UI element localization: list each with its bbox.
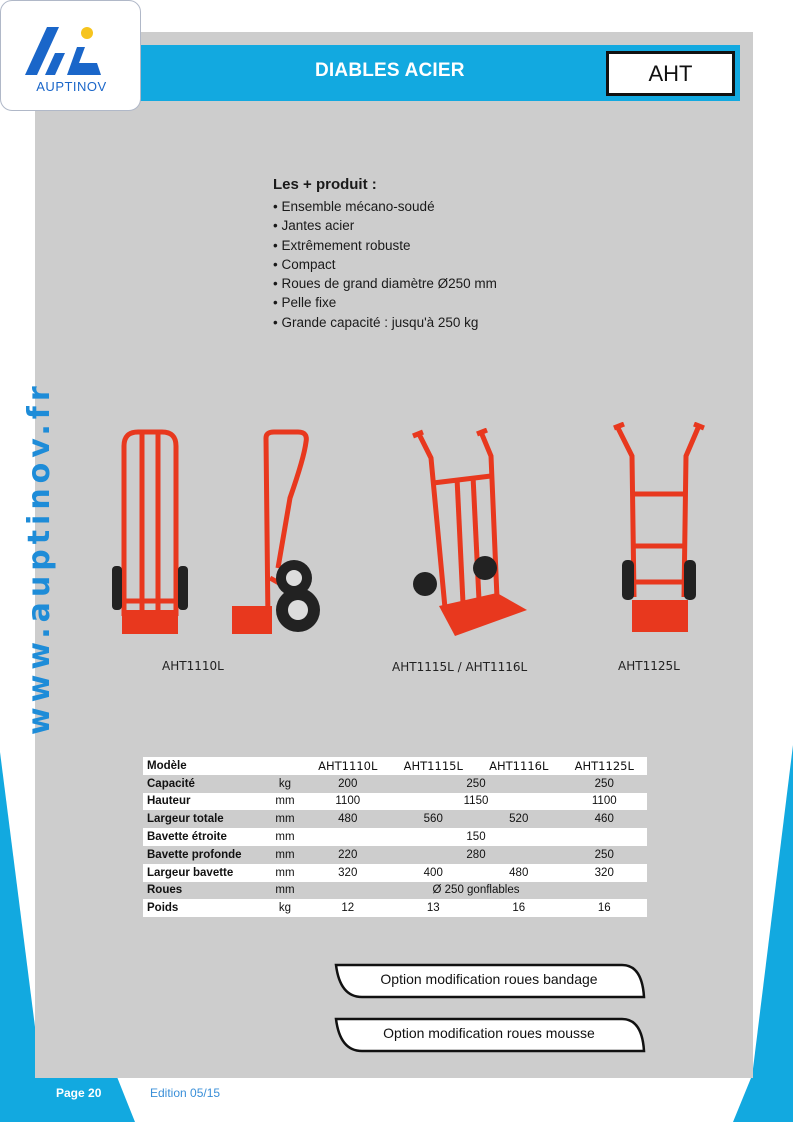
table-row (143, 793, 647, 811)
option-label: Option modification roues bandage (380, 971, 598, 987)
hand-truck-aht1115l-image (405, 428, 531, 642)
cell-value: 16 (597, 902, 611, 915)
logo-text: AUPTINOV (36, 79, 107, 94)
row-label: Bavette étroite (147, 831, 227, 844)
row-label: Largeur totale (147, 813, 224, 826)
cell-value: 220 (338, 848, 358, 861)
row-unit: kg (278, 777, 292, 790)
cell-value: 280 (466, 848, 486, 861)
feature-item: • Grande capacité : jusqu'à 250 kg (273, 313, 497, 332)
feature-item: • Pelle fixe (273, 293, 497, 312)
column-header: AHT1115L (403, 758, 463, 773)
features-title: Les + produit : (273, 176, 377, 193)
cell-value: 480 (338, 813, 358, 826)
row-unit: mm (275, 848, 295, 861)
option-mousse-badge (332, 1015, 646, 1053)
specifications-table (143, 757, 647, 917)
hand-truck-aht1110l-side-image (228, 428, 324, 638)
table-row (143, 775, 647, 793)
cell-value: 16 (512, 902, 526, 915)
page-number: Page 20 (56, 1086, 102, 1100)
cell-value: 560 (423, 813, 443, 826)
page-title: DIABLES ACIER (315, 60, 465, 81)
logo-mark-icon (21, 23, 121, 79)
table-row (143, 846, 647, 864)
cell-value: 320 (338, 866, 358, 879)
cell-value: 13 (426, 902, 440, 915)
features-block (273, 176, 497, 332)
row-unit: mm (275, 831, 295, 844)
row-unit: mm (275, 884, 295, 897)
row-label: Largeur bavette (147, 866, 234, 879)
logo (0, 0, 141, 111)
cell-value: 1100 (591, 795, 617, 808)
feature-item: • Compact (273, 255, 497, 274)
feature-item: • Extrêmement robuste (273, 236, 497, 255)
table-row (143, 899, 647, 917)
product-code-box: AHT (606, 51, 735, 96)
feature-item: • Jantes acier (273, 216, 497, 235)
cell-value: 250 (466, 777, 486, 790)
table-row (143, 828, 647, 846)
website-url[interactable]: www.auptinov.fr (22, 381, 57, 735)
option-label: Option modification roues mousse (383, 1025, 595, 1041)
row-label: Bavette profonde (147, 848, 242, 861)
column-header: AHT1116L (489, 758, 549, 773)
table-row (143, 864, 647, 882)
table-header-label: Modèle (147, 759, 187, 772)
cell-value: 12 (341, 902, 355, 915)
edition-label: Edition 05/15 (150, 1086, 221, 1100)
option-bandage-badge (332, 961, 646, 999)
right-blue-accent (751, 745, 793, 1085)
row-unit: mm (275, 866, 295, 879)
cell-value: 200 (338, 777, 358, 790)
product-label: AHT1115L / AHT1116L (392, 660, 528, 674)
row-label: Capacité (147, 777, 195, 790)
row-unit: mm (275, 795, 295, 808)
cell-value: 400 (423, 866, 443, 879)
row-unit: mm (275, 813, 295, 826)
column-header: AHT1110L (318, 758, 378, 773)
features-list (273, 197, 497, 332)
cell-value: Ø 250 gonflables (432, 884, 520, 897)
row-label: Roues (147, 884, 183, 897)
cell-value: 1150 (463, 795, 489, 808)
cell-value: 520 (509, 813, 529, 826)
table-row (143, 810, 647, 828)
row-label: Hauteur (147, 795, 191, 808)
table-row (143, 882, 647, 900)
cell-value: 250 (594, 848, 614, 861)
product-label: AHT1110L (162, 659, 224, 673)
row-unit: kg (278, 902, 292, 915)
table-header-row (143, 757, 647, 775)
feature-item: • Roues de grand diamètre Ø250 mm (273, 274, 497, 293)
cell-value: 150 (466, 831, 486, 844)
cell-value: 320 (594, 866, 614, 879)
product-label: AHT1125L (618, 659, 680, 673)
hand-truck-aht1125l-image (612, 422, 706, 636)
cell-value: 1100 (335, 795, 361, 808)
cell-value: 480 (509, 866, 529, 879)
column-header: AHT1125L (574, 758, 634, 773)
feature-item: • Ensemble mécano-soudé (273, 197, 497, 216)
cell-value: 460 (594, 813, 614, 826)
row-label: Poids (147, 902, 179, 915)
hand-truck-aht1110l-front-image (108, 426, 192, 638)
footer-blue-tab (0, 1078, 135, 1122)
cell-value: 250 (594, 777, 614, 790)
